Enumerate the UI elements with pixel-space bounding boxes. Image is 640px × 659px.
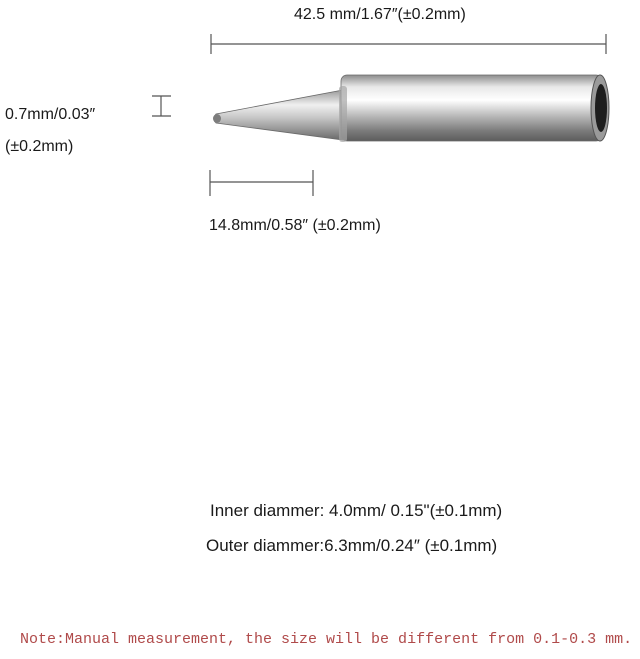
inner-diameter-label: Inner diammer: 4.0mm/ 0.15"(±0.1mm) <box>210 501 503 520</box>
tip-width-tolerance-label: (±0.2mm) <box>5 138 74 155</box>
soldering-tip <box>213 75 609 142</box>
outer-diameter-label: Outer diammer:6.3mm/0.24″ (±0.1mm) <box>206 536 498 555</box>
tip-barrel <box>341 75 602 141</box>
total-length-label: 42.5 mm/1.67″(±0.2mm) <box>294 6 466 23</box>
measurement-note: Note:Manual measurement, the size will be different from 0.1-0.3 mm. <box>20 631 633 648</box>
taper-length-dimension-line <box>210 170 313 196</box>
tip-bore <box>595 84 607 132</box>
taper-length-label: 14.8mm/0.58″ (±0.2mm) <box>209 217 381 234</box>
tip-shoulder <box>339 86 347 142</box>
tip-width-label: 0.7mm/0.03″ <box>5 106 96 123</box>
tip-point <box>213 114 221 123</box>
tip-width-marker <box>152 96 171 116</box>
tip-cone <box>214 90 343 140</box>
total-length-dimension-line <box>211 34 606 54</box>
